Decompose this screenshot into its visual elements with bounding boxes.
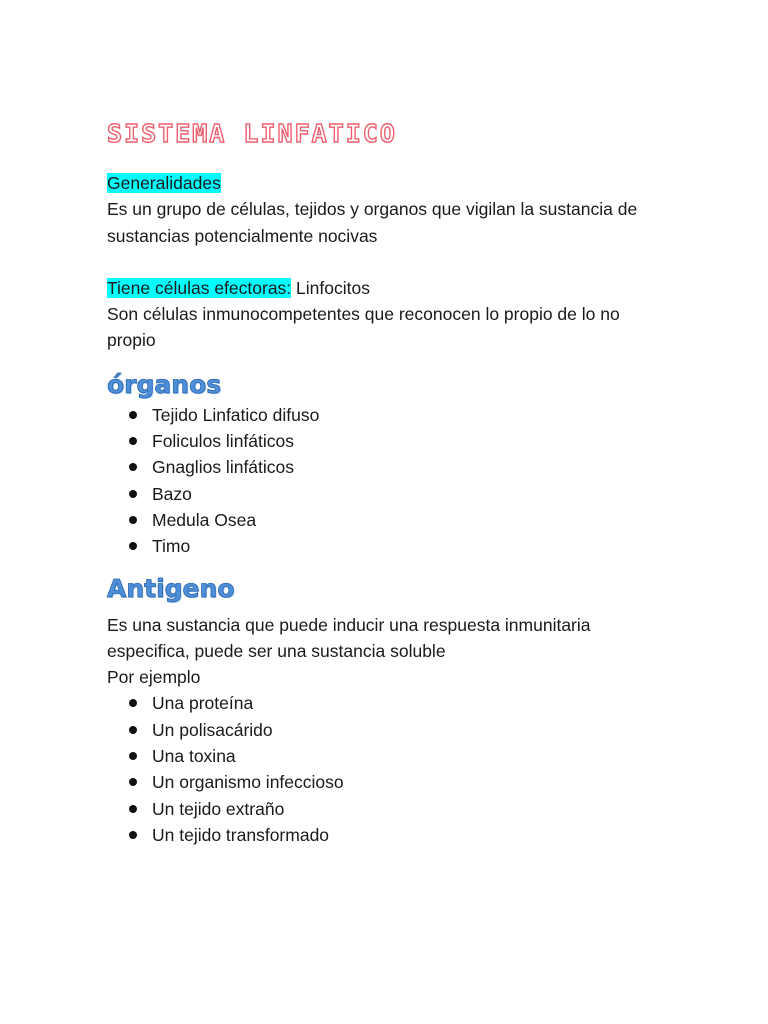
antigeno-text-line-2: especifica, puede ser una sustancia soluble [107, 640, 446, 661]
list-item [107, 428, 707, 454]
organos-heading: órganos [107, 369, 222, 399]
efectoras-value: Linfocitos [291, 277, 370, 298]
bullet-icon [129, 516, 137, 524]
antigeno-example-intro: Por ejemplo [107, 667, 201, 688]
list-item-text: Gnaglios linfáticos [152, 457, 295, 478]
antigeno-section [107, 612, 707, 691]
list-item-text: Tejido Linfatico difuso [152, 404, 320, 425]
list-item [107, 690, 707, 716]
paragraph-gap [107, 249, 707, 275]
antigeno-text-line-1: Es una sustancia que puede inducir una respuesta inmunitaria [107, 614, 591, 635]
efectoras-label: Tiene células efectoras: [107, 277, 292, 298]
efectoras-text-line-1: Son células inmunocompetentes que reconocen lo propio de lo no [107, 304, 620, 325]
list-item [107, 454, 707, 480]
efectoras-section [107, 275, 707, 354]
bullet-icon [129, 437, 137, 445]
list-item-text: Una proteína [152, 693, 254, 714]
list-item [107, 533, 707, 559]
bullet-icon [129, 752, 137, 760]
document-title: SISTEMA LINFATICO [107, 119, 397, 148]
list-item-text: Timo [152, 536, 191, 557]
generalidades-text-line-1: Es un grupo de células, tejidos y organos que vigilan la sustancia de [107, 199, 638, 220]
list-item [107, 796, 707, 822]
list-item [107, 402, 707, 428]
list-item-text: Un tejido extraño [152, 798, 285, 819]
list-item-text: Una toxina [152, 746, 236, 767]
antigeno-list [107, 690, 707, 848]
document-content [107, 114, 707, 848]
generalidades-text-line-2: sustancias potencialmente nocivas [107, 225, 378, 246]
bullet-icon [129, 805, 137, 813]
list-item-text: Foliculos linfáticos [152, 431, 294, 452]
list-item [107, 481, 707, 507]
bullet-icon [129, 778, 137, 786]
list-item [107, 822, 707, 848]
list-item-text: Un tejido transformado [152, 824, 330, 845]
bullet-icon [129, 411, 137, 419]
list-item-text: Bazo [152, 483, 192, 504]
bullet-icon [129, 699, 137, 707]
list-item [107, 507, 707, 533]
list-item [107, 769, 707, 795]
list-item-text: Medula Osea [152, 509, 257, 530]
bullet-icon [129, 463, 137, 471]
list-item [107, 717, 707, 743]
generalidades-label-line [107, 170, 707, 196]
list-item-text: Un organismo infeccioso [152, 772, 344, 793]
efectoras-label-line [107, 275, 707, 301]
generalidades-section [107, 170, 707, 249]
antigeno-heading: Antigeno [107, 573, 235, 603]
bullet-icon [129, 726, 137, 734]
bullet-icon [129, 831, 137, 839]
generalidades-label: Generalidades [107, 173, 221, 193]
bullet-icon [129, 542, 137, 550]
list-item-text: Un polisacárido [152, 719, 273, 740]
list-item [107, 743, 707, 769]
efectoras-text-line-2: propio [107, 330, 156, 351]
bullet-icon [129, 490, 137, 498]
organos-list [107, 402, 707, 560]
